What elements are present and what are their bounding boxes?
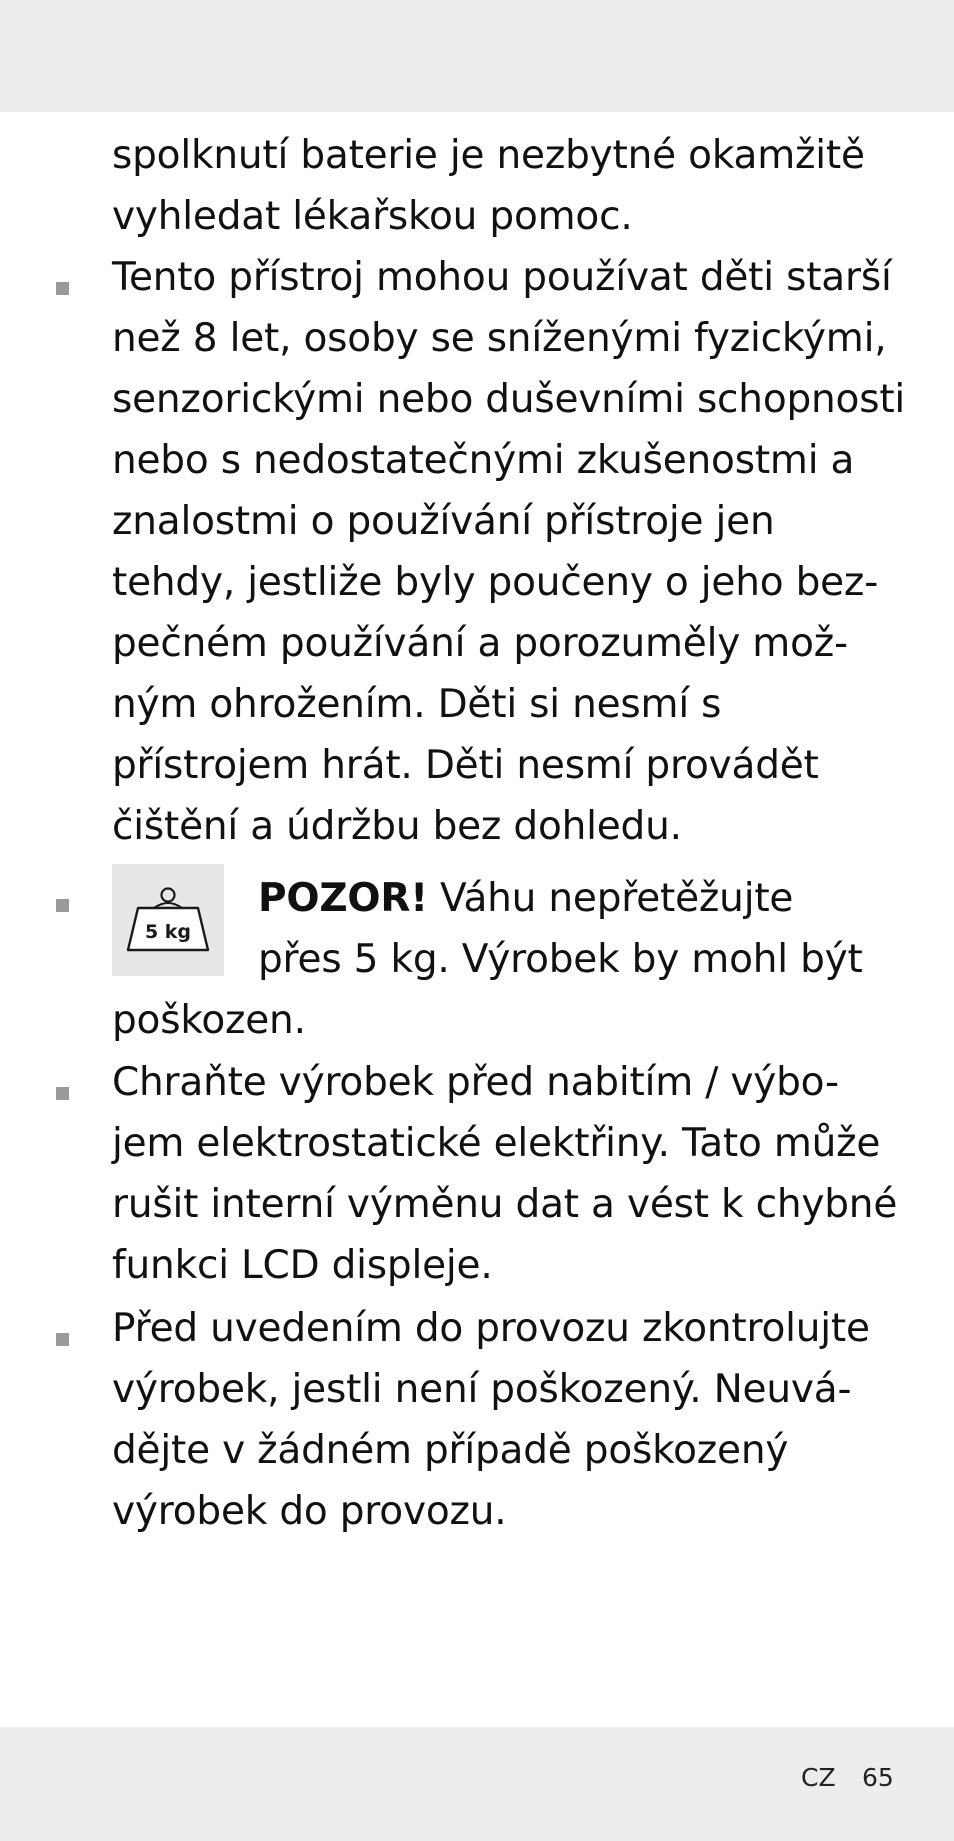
bullet-marker	[56, 1087, 69, 1100]
weight-warning-icon-box	[112, 864, 224, 976]
text-line: poškozen.	[112, 998, 306, 1043]
text-line: nebo s nedostatečnými zkušenostmi a	[112, 438, 855, 483]
text-line: čištění a údržbu bez dohledu.	[112, 804, 682, 849]
text-line: pečném používání a porozuměly mož-	[112, 621, 848, 666]
bullet-marker	[56, 1333, 69, 1346]
text-line: znalostmi o používání přístroje jen	[112, 499, 775, 544]
text-line: než 8 let, osoby se sníženými fyzickými,	[112, 316, 887, 361]
text-line: Před uvedením do provozu zkontrolujte	[112, 1306, 870, 1351]
text-line: výrobek, jestli není poškozený. Neuvá-	[112, 1367, 852, 1412]
text-line: spolknutí baterie je nezbytné okamžitě	[112, 133, 865, 178]
text-line: vyhledat lékařskou pomoc.	[112, 194, 633, 239]
warning-line	[258, 875, 793, 923]
footer-language: CZ	[801, 1763, 836, 1792]
text-line: senzorickými nebo duševními schopnosti	[112, 377, 906, 422]
weight-label: 5 kg	[144, 921, 192, 943]
warning-word: POZOR!	[258, 876, 428, 921]
text-line: tehdy, jestliže byly poučeny o jeho bez-	[112, 560, 879, 605]
text-line: Chraňte výrobek před nabitím / výbo-	[112, 1060, 839, 1105]
weight-5kg-icon	[124, 886, 212, 954]
text-line: přístrojem hrát. Děti nesmí provádět	[112, 743, 819, 788]
bullet-marker	[56, 899, 69, 912]
header-band	[0, 0, 954, 112]
text-line: jem elektrostatické elektřiny. Tato může	[112, 1121, 881, 1166]
bullet-marker	[56, 282, 69, 295]
text-line: přes 5 kg. Výrobek by mohl být	[258, 937, 863, 982]
warning-text: Váhu nepřetěžujte	[427, 876, 794, 921]
text-line: ným ohrožením. Děti si nesmí s	[112, 682, 722, 727]
text-line: výrobek do provozu.	[112, 1489, 507, 1534]
text-line: dějte v žádném případě poškozený	[112, 1428, 789, 1473]
text-line: Tento přístroj mohou používat děti starší	[112, 255, 892, 300]
text-line: funkci LCD displeje.	[112, 1243, 493, 1288]
page-number: 65	[862, 1763, 894, 1792]
text-line: rušit interní výměnu dat a vést k chybné	[112, 1182, 898, 1227]
